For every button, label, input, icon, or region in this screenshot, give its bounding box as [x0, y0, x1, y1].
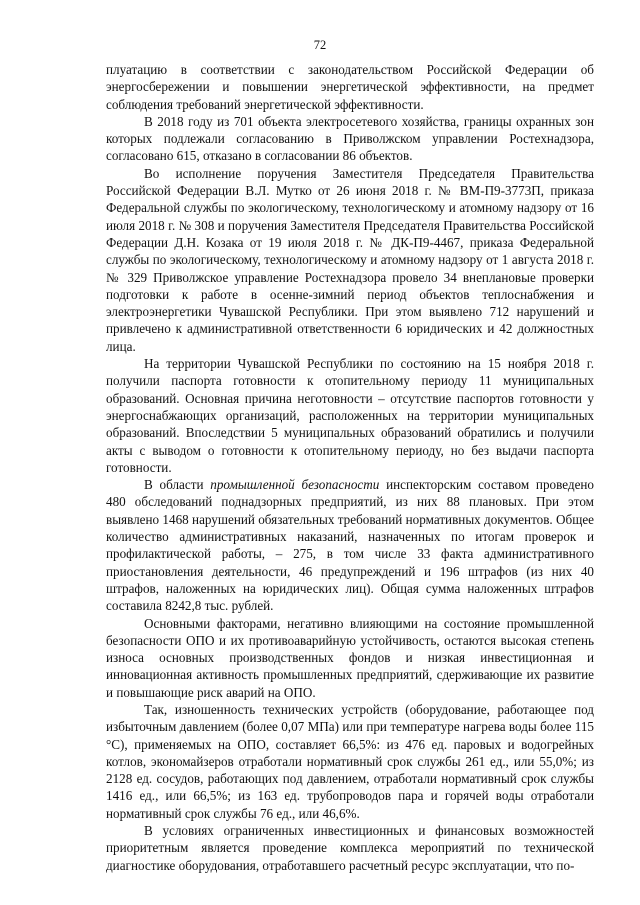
- body-text: [106, 61, 594, 874]
- page-number: 72: [313, 38, 327, 52]
- paragraph-grid-security-zones: В 2018 году из 701 объекта электросетевого хозяйства, границы охранных зон которых подлежали согласованию в Приволжском управлении Ростехнадзора, согласовано 615, отказано в согласовании 86 объектов.: [106, 113, 594, 164]
- paragraph-negative-factors: Основными факторами, негативно влияющими на состояние промышленной безопасности ОПО и их противоаварийную устойчивость, остаются высокая степень износа основных производственных фондов и низкая инвестиционная и инновационная активность промышленных предприятий, сдерживающие их развитие и повышающие риск аварий на ОПО.: [106, 615, 594, 700]
- paragraph-equipment-wear: Так, изношенность технических устройств (оборудование, работающее под избыточным давлением (более 0,07 МПа) или при температуре нагрева воды более 115 °С), применяемых на ОПО, составляет 66,5%: из 476 ед. паровых и водогрейных котлов, экономайзеров отработали нормативный срок службы 261 ед., или 55,0%; из 2128 ед. сосудов, работающих под давлением, отработали нормативный срок службы 1416 ед., или 66,5%; из 163 ед. трубопроводов пара и горячей воды отработали нормативный срок службы 76 ед., или 46,6%.: [106, 701, 594, 821]
- paragraph-industrial-safety: [106, 476, 594, 614]
- industrial-safety-term: промышленной безопасности: [210, 477, 380, 493]
- paragraph-winter-readiness-inspections: Во исполнение поручения Заместителя Председателя Правительства Российской Федерации В.Л. Мутко от 26 июня 2018 г. № ВМ-П9-3773П, приказа Федеральной службы по экологическому, технологическому и атомному надзору от 16 июля 2018 г. № 308 и поручения Заместителя Председателя Правительства Российской Федерации Д.Н. Козака от 19 июля 2018 г. № ДК-П9-4467, приказа Федеральной службы по экологическому, технологическому и атомному надзору от 1 августа 2018 г. № 329 Приволжское управление Ростехнадзора провело 34 внеплановые проверки подготовки к работе в осенне-зимний период объектов теплоснабжения и электроэнергетики Чувашской Республики. При этом выявлено 712 нарушений и привлечено к административной ответственности 6 юридических и 42 должностных лица.: [106, 165, 594, 354]
- paragraph-continuation: плуатацию в соответствии с законодательством Российской Федерации об энергосбережении и повышении энергетической эффективности, на предмет соблюдения требований энергетической эффективности.: [106, 62, 594, 112]
- industrial-safety-body: инспекторским составом проведено 480 обследований поднадзорных предприятий, из них 88 плановых. При этом выявлено 1468 нарушений обязательных требований нормативных документов. Общее количество административных наказаний, назначенных по итогам проверок и профилактической работы, – 275, в том числе 33 факта административного приостановления деятельности, 46 предупреждений и 196 штрафов (из них 40 штрафов, наложенных на юридических лиц). Общая сумма наложенных штрафов составила 8242,8 тыс. рублей.: [106, 477, 595, 614]
- industrial-safety-lead: В области: [144, 477, 211, 493]
- paragraph-diagnostics-priority: В условиях ограниченных инвестиционных и финансовых возможностей приоритетным является проведение комплекса мероприятий по технической диагностике оборудования, отработавшего расчетный ресурс эксплуатации, что по-: [106, 823, 594, 873]
- paragraph-readiness-passports: На территории Чувашской Республики по состоянию на 15 ноября 2018 г. получили паспорта готовности к отопительному периоду 11 муниципальных образований. Основная причина неготовности – отсутствие паспортов готовности у энергоснабжающих организаций, расположенных на территории муниципальных образований. Впоследствии 5 муниципальных образований обратились и получили акты с выводом о готовности к отопительному периоду, но без выдачи паспорта готовности.: [106, 356, 594, 475]
